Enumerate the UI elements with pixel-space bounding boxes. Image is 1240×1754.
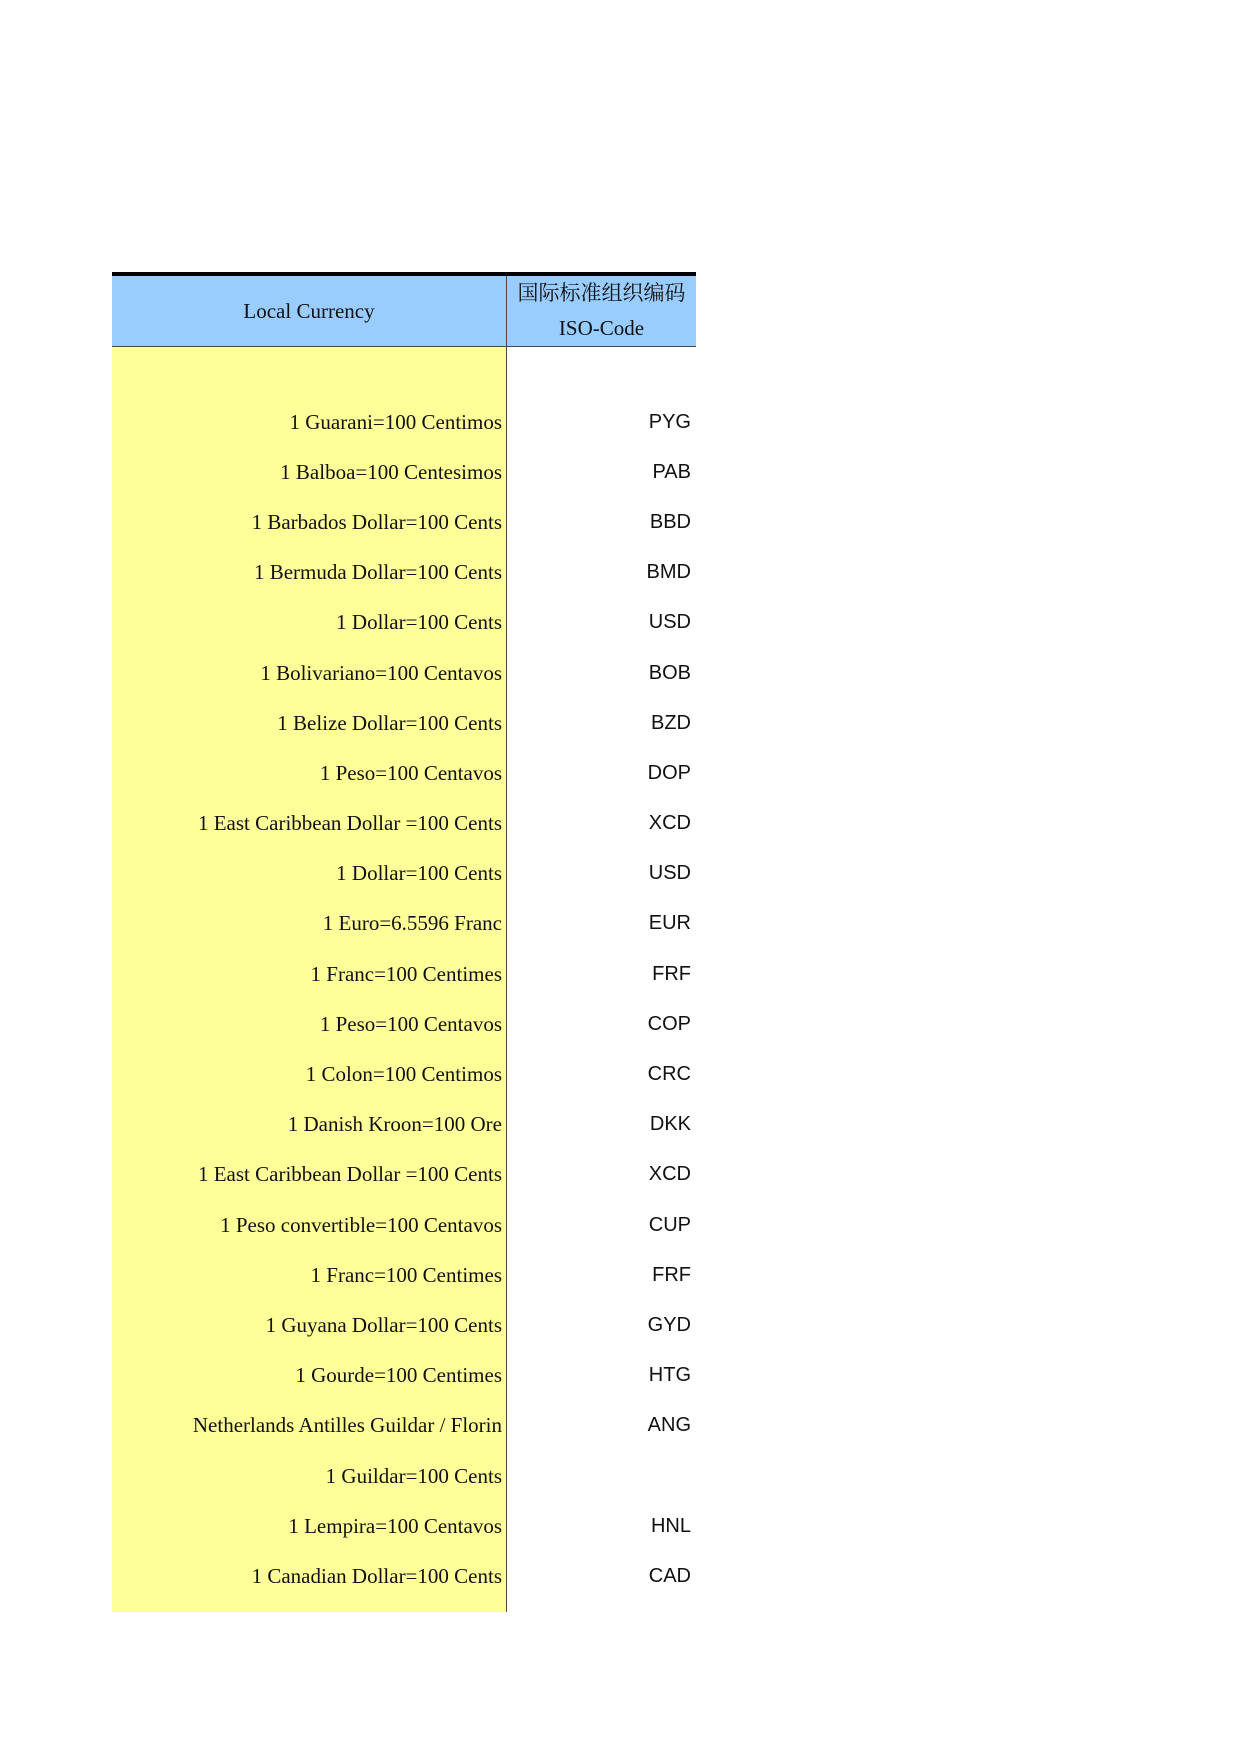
iso-code-cell: CAD [648, 1564, 691, 1587]
currency-cell: 1 East Caribbean Dollar =100 Cents [197, 811, 502, 836]
currency-cell: 1 Euro=6.5596 Franc [322, 911, 502, 936]
iso-code-cell: USD [648, 862, 691, 885]
header-iso-code-chinese: 国际标准组织编码 [517, 281, 686, 305]
iso-code-cell: BZD [651, 711, 691, 734]
currency-column [112, 347, 507, 1612]
currency-cell: 1 Gourde=100 Centimes [295, 1363, 502, 1388]
iso-code-cell: HNL [650, 1514, 691, 1537]
currency-cell: 1 Colon=100 Centimos [305, 1062, 502, 1087]
iso-code-cell: BOB [648, 661, 691, 684]
currency-cell: 1 Danish Kroon=100 Ore [287, 1112, 502, 1137]
empty-row [507, 347, 696, 397]
iso-code-cell: USD [648, 611, 691, 634]
currency-cell: 1 Bolivariano=100 Centavos [260, 660, 502, 685]
iso-code-cell: XCD [648, 812, 691, 835]
currency-cell: 1 Lempira=100 Centavos [288, 1513, 502, 1538]
currency-cell: 1 Bermuda Dollar=100 Cents [253, 560, 502, 585]
iso-code-cell: DKK [649, 1113, 691, 1136]
header-iso-code [507, 276, 696, 346]
iso-code-cell: FRF [652, 1263, 691, 1286]
iso-code-cell: DOP [647, 761, 691, 784]
currency-cell: 1 Peso=100 Centavos [319, 1011, 502, 1036]
iso-code-cell: HTG [648, 1364, 691, 1387]
currency-cell: 1 Franc=100 Centimes [310, 1262, 502, 1287]
iso-code-cell: CRC [647, 1063, 691, 1086]
iso-code-cell: CUP [648, 1213, 691, 1236]
header-iso-code-english: ISO-Code [558, 316, 645, 340]
table-header [112, 276, 696, 347]
iso-code-cell [507, 1451, 696, 1501]
empty-row [112, 347, 506, 397]
currency-cell: 1 Dollar=100 Cents [336, 610, 502, 635]
currency-cell: 1 Guarani=100 Centimos [289, 409, 502, 434]
currency-cell: Netherlands Antilles Guildar / Florin [192, 1413, 502, 1438]
header-local-currency [112, 276, 507, 346]
currency-cell: 1 Peso convertible=100 Centavos [220, 1212, 502, 1237]
iso-code-cell: ANG [647, 1414, 691, 1437]
iso-code-cell: XCD [648, 1163, 691, 1186]
iso-code-cell: PAB [652, 460, 691, 483]
iso-code-cell: BMD [646, 561, 691, 584]
currency-cell: 1 Dollar=100 Cents [336, 861, 502, 886]
iso-code-cell: PYG [648, 410, 691, 433]
currency-cell: 1 Guyana Dollar=100 Cents [265, 1312, 502, 1337]
iso-code-cell: COP [647, 1012, 691, 1035]
currency-cell: 1 Belize Dollar=100 Cents [277, 710, 502, 735]
currency-cell: 1 Guildar=100 Cents [325, 1463, 502, 1488]
iso-code-cell: BBD [649, 510, 691, 533]
header-local-currency-label: Local Currency [243, 298, 375, 323]
currency-cell: 1 Canadian Dollar=100 Cents [251, 1563, 502, 1588]
table-body [112, 347, 696, 1612]
iso-code-cell: EUR [648, 912, 691, 935]
currency-cell: 1 Balboa=100 Centesimos [280, 459, 502, 484]
currency-cell: 1 East Caribbean Dollar =100 Cents [197, 1162, 502, 1187]
currency-cell: 1 Barbados Dollar=100 Cents [251, 509, 502, 534]
iso-code-cell: GYD [647, 1313, 691, 1336]
currency-cell: 1 Franc=100 Centimes [310, 961, 502, 986]
iso-column [507, 347, 696, 1612]
currency-cell: 1 Peso=100 Centavos [319, 760, 502, 785]
currency-table [112, 272, 696, 1612]
iso-code-cell: FRF [652, 962, 691, 985]
